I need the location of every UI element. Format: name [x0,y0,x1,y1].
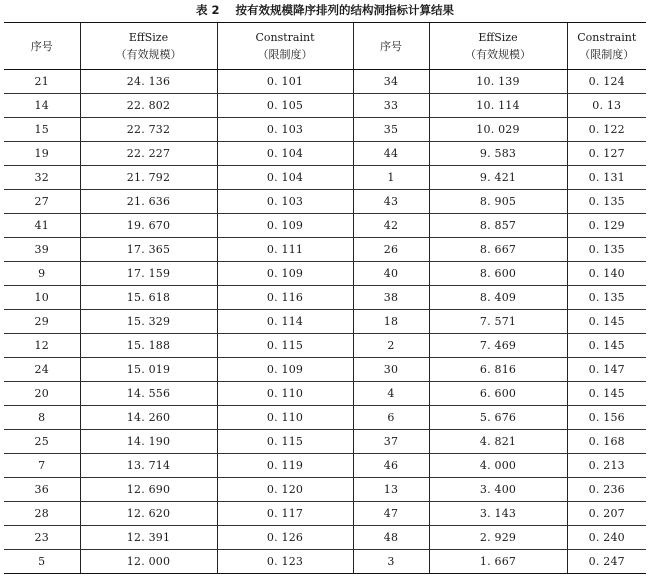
node-id-cell: 9 [4,262,80,286]
node-id-cell: 40 [353,262,429,286]
table-row [4,118,646,142]
node-id-cell: 47 [353,502,429,526]
column-header [80,23,217,70]
constraint-cell: 0. 101 [217,70,353,94]
constraint-cell: 0. 103 [217,118,353,142]
table-row [4,550,646,574]
node-id-cell: 39 [4,238,80,262]
node-id-cell: 7 [4,454,80,478]
column-header-label: EffSize [128,31,169,44]
constraint-cell: 0. 114 [217,310,353,334]
table-row [4,430,646,454]
constraint-cell: 0. 117 [217,502,353,526]
effsize-cell: 19. 670 [80,214,217,238]
constraint-cell: 0. 156 [567,406,646,430]
structural-holes-table [4,22,646,574]
node-id-cell: 41 [4,214,80,238]
node-id-cell: 27 [4,190,80,214]
node-id-cell: 48 [353,526,429,550]
effsize-cell: 8. 905 [429,190,567,214]
effsize-cell: 14. 190 [80,430,217,454]
table-body [4,70,646,574]
constraint-cell: 0. 13 [567,94,646,118]
node-id-cell: 6 [353,406,429,430]
node-id-cell: 19 [4,142,80,166]
effsize-cell: 1. 667 [429,550,567,574]
constraint-cell: 0. 115 [217,430,353,454]
node-id-cell: 26 [353,238,429,262]
table-row [4,190,646,214]
table-row [4,526,646,550]
node-id-cell: 46 [353,454,429,478]
node-id-cell: 14 [4,94,80,118]
constraint-cell: 0. 119 [217,454,353,478]
effsize-cell: 17. 159 [80,262,217,286]
effsize-cell: 15. 019 [80,358,217,382]
effsize-cell: 3. 400 [429,478,567,502]
node-id-cell: 42 [353,214,429,238]
table-row [4,382,646,406]
table-row [4,142,646,166]
constraint-cell: 0. 131 [567,166,646,190]
table-title: 按有效规模降序排列的结构洞指标计算结果 [235,3,455,17]
constraint-cell: 0. 110 [217,406,353,430]
table-row [4,406,646,430]
constraint-cell: 0. 145 [567,310,646,334]
effsize-cell: 9. 583 [429,142,567,166]
effsize-cell: 6. 816 [429,358,567,382]
constraint-cell: 0. 135 [567,286,646,310]
node-id-cell: 20 [4,382,80,406]
effsize-cell: 15. 618 [80,286,217,310]
effsize-cell: 12. 391 [80,526,217,550]
column-header-label: EffSize [478,31,518,44]
node-id-cell: 37 [353,430,429,454]
constraint-cell: 0. 240 [567,526,646,550]
node-id-cell: 4 [353,382,429,406]
node-id-cell: 43 [353,190,429,214]
constraint-cell: 0. 109 [217,262,353,286]
constraint-cell: 0. 115 [217,334,353,358]
effsize-cell: 15. 329 [80,310,217,334]
constraint-cell: 0. 105 [217,94,353,118]
effsize-cell: 12. 000 [80,550,217,574]
constraint-cell: 0. 236 [567,478,646,502]
column-header [429,23,567,70]
effsize-cell: 10. 029 [429,118,567,142]
column-header [567,23,646,70]
table-row [4,478,646,502]
constraint-cell: 0. 247 [567,550,646,574]
constraint-cell: 0. 104 [217,142,353,166]
node-id-cell: 5 [4,550,80,574]
effsize-cell: 12. 620 [80,502,217,526]
effsize-cell: 13. 714 [80,454,217,478]
effsize-cell: 22. 227 [80,142,217,166]
effsize-cell: 8. 409 [429,286,567,310]
node-id-cell: 2 [353,334,429,358]
table-header-row [4,23,646,70]
constraint-cell: 0. 104 [217,166,353,190]
column-header-label: Constraint [577,31,637,44]
column-header-sublabel: （有效规模） [115,48,182,61]
node-id-cell: 36 [4,478,80,502]
effsize-cell: 6. 600 [429,382,567,406]
constraint-cell: 0. 110 [217,382,353,406]
effsize-cell: 10. 139 [429,70,567,94]
effsize-cell: 2. 929 [429,526,567,550]
node-id-cell: 15 [4,118,80,142]
column-header [4,23,80,70]
effsize-cell: 15. 188 [80,334,217,358]
node-id-cell: 33 [353,94,429,118]
table-row [4,166,646,190]
column-header-sublabel: （限制度） [579,48,635,61]
constraint-cell: 0. 145 [567,382,646,406]
node-id-cell: 3 [353,550,429,574]
effsize-cell: 3. 143 [429,502,567,526]
effsize-cell: 7. 571 [429,310,567,334]
constraint-cell: 0. 127 [567,142,646,166]
table-row [4,286,646,310]
effsize-cell: 17. 365 [80,238,217,262]
node-id-cell: 30 [353,358,429,382]
node-id-cell: 38 [353,286,429,310]
table-row [4,334,646,358]
column-header-label: 序号 [30,39,53,53]
node-id-cell: 29 [4,310,80,334]
effsize-cell: 22. 802 [80,94,217,118]
constraint-cell: 0. 145 [567,334,646,358]
column-header-label: Constraint [255,31,315,44]
constraint-cell: 0. 111 [217,238,353,262]
effsize-cell: 21. 792 [80,166,217,190]
table-row [4,70,646,94]
column-header [217,23,353,70]
effsize-cell: 7. 469 [429,334,567,358]
effsize-cell: 12. 690 [80,478,217,502]
table-caption [0,0,650,20]
column-header-sublabel: （限制度） [257,48,313,61]
constraint-cell: 0. 124 [567,70,646,94]
effsize-cell: 9. 421 [429,166,567,190]
effsize-cell: 8. 857 [429,214,567,238]
effsize-cell: 8. 600 [429,262,567,286]
constraint-cell: 0. 135 [567,238,646,262]
constraint-cell: 0. 207 [567,502,646,526]
node-id-cell: 32 [4,166,80,190]
table-row [4,310,646,334]
table-number: 表 2 [195,3,220,17]
effsize-cell: 21. 636 [80,190,217,214]
constraint-cell: 0. 116 [217,286,353,310]
constraint-cell: 0. 123 [217,550,353,574]
node-id-cell: 8 [4,406,80,430]
node-id-cell: 18 [353,310,429,334]
table-row [4,214,646,238]
node-id-cell: 24 [4,358,80,382]
table-row [4,358,646,382]
node-id-cell: 12 [4,334,80,358]
constraint-cell: 0. 168 [567,430,646,454]
effsize-cell: 14. 556 [80,382,217,406]
constraint-cell: 0. 109 [217,214,353,238]
constraint-cell: 0. 103 [217,190,353,214]
column-header-label: 序号 [380,39,402,53]
constraint-cell: 0. 109 [217,358,353,382]
node-id-cell: 44 [353,142,429,166]
constraint-cell: 0. 213 [567,454,646,478]
table-row [4,94,646,118]
table-row [4,262,646,286]
node-id-cell: 13 [353,478,429,502]
node-id-cell: 23 [4,526,80,550]
effsize-cell: 4. 000 [429,454,567,478]
node-id-cell: 28 [4,502,80,526]
table-row [4,238,646,262]
column-header [353,23,429,70]
constraint-cell: 0. 120 [217,478,353,502]
effsize-cell: 10. 114 [429,94,567,118]
node-id-cell: 25 [4,430,80,454]
constraint-cell: 0. 122 [567,118,646,142]
constraint-cell: 0. 126 [217,526,353,550]
node-id-cell: 35 [353,118,429,142]
constraint-cell: 0. 140 [567,262,646,286]
node-id-cell: 10 [4,286,80,310]
effsize-cell: 14. 260 [80,406,217,430]
constraint-cell: 0. 135 [567,190,646,214]
effsize-cell: 4. 821 [429,430,567,454]
effsize-cell: 22. 732 [80,118,217,142]
node-id-cell: 1 [353,166,429,190]
constraint-cell: 0. 147 [567,358,646,382]
effsize-cell: 24. 136 [80,70,217,94]
effsize-cell: 8. 667 [429,238,567,262]
table-row [4,502,646,526]
node-id-cell: 21 [4,70,80,94]
table-row [4,454,646,478]
constraint-cell: 0. 129 [567,214,646,238]
node-id-cell: 34 [353,70,429,94]
effsize-cell: 5. 676 [429,406,567,430]
column-header-sublabel: （有效规模） [465,48,531,61]
